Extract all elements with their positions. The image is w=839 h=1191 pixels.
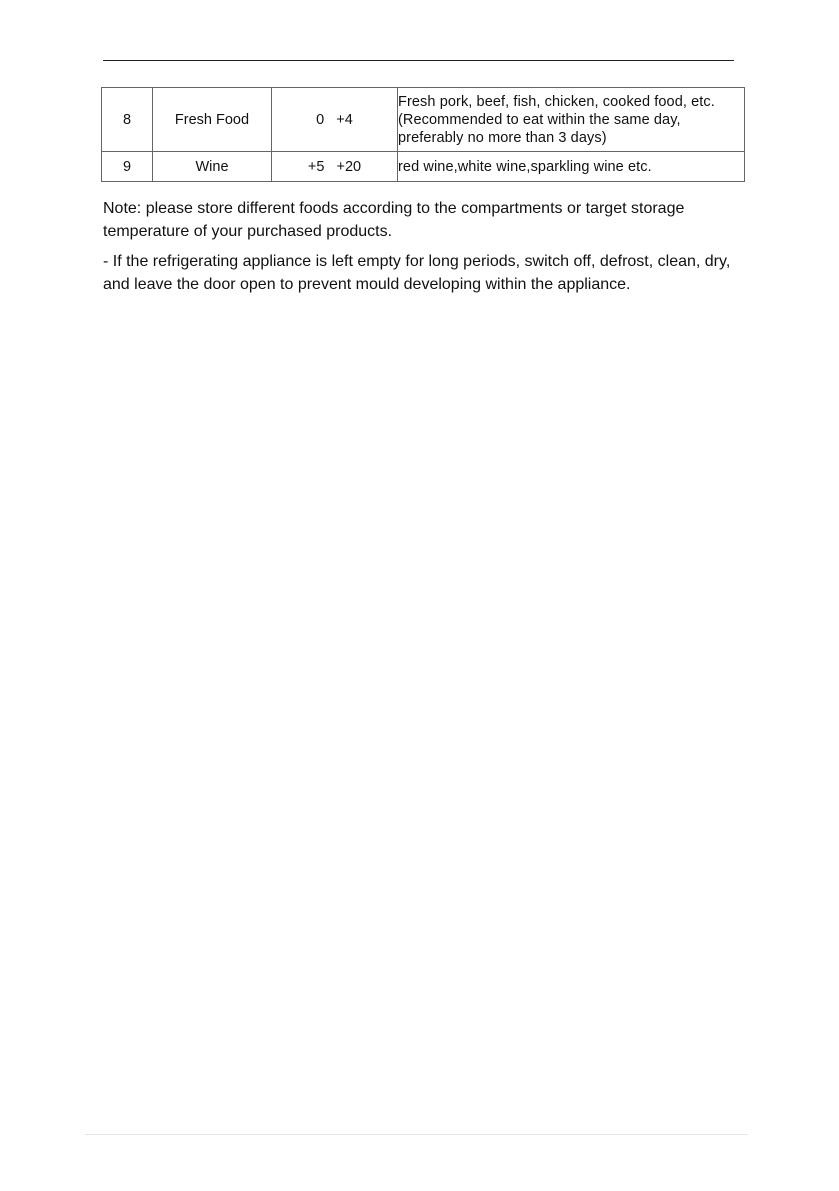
temperature-range: 0 +4 — [272, 88, 398, 152]
storage-description — [398, 88, 745, 152]
compartment-name: Fresh Food — [153, 88, 272, 152]
storage-table — [101, 87, 745, 182]
description-line: red wine,white wine,sparkling wine etc. — [398, 158, 652, 175]
header-rule — [103, 60, 734, 61]
storage-description — [398, 152, 745, 182]
empty-appliance-note: - If the refrigerating appliance is left empty for long periods, switch off, defrost, clean, dry, and leave the door open to prevent mould developing within the appliance. — [103, 253, 731, 293]
temperature-range: +5 +20 — [272, 152, 398, 182]
compartment-name: Wine — [153, 152, 272, 182]
description-line: (Recommended to eat within the same day, — [398, 111, 681, 128]
table-row — [102, 88, 745, 152]
compartment-number: 9 — [102, 152, 153, 182]
compartment-number: 8 — [102, 88, 153, 152]
table-row — [102, 152, 745, 182]
storage-note: Note: please store different foods according to the compartments or target storage temperature of your purchased products. — [103, 200, 685, 240]
description-line: preferably no more than 3 days) — [398, 129, 607, 146]
footer-rule — [85, 1134, 748, 1135]
description-line: Fresh pork, beef, fish, chicken, cooked food, etc. — [398, 93, 715, 110]
